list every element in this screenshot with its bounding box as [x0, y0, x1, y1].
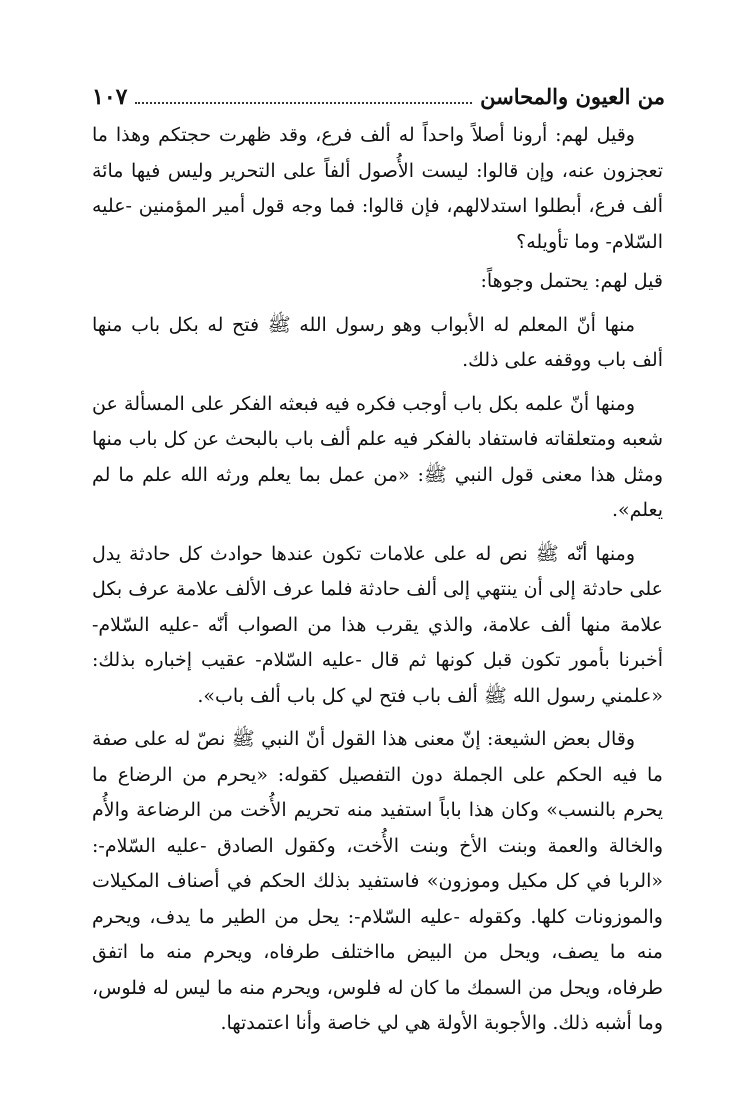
paragraph-objection: وقيل لهم: أرونا أصلاً واحداً له ألف فرع، وقد ظهرت حجتكم وهذا ما تعجزون عنه، وإن قالوا: ليست الأُصول ألفاً على التحرير وليس فيها مائة ألف فرع، أبطلوا استدلالهم، فإن قالوا: فما وجه قول أمير المؤمنين -عليه السّلام- وما تأويله؟ [92, 124, 663, 253]
running-header [92, 72, 665, 112]
paragraph-second-aspect: ومنها أنّ علمه بكل باب أوجب فكره فيه فبعثه الفكر على المسألة عن شعبه ومتعلقاته فاستفاد بالفكر فيه علم ألف باب بالبحث عن كل باب منها ومثل هذا معنى قول النبي ﷺ: «من عمل بما يعلم ورثه الله علم ما لم يعلم». [92, 392, 663, 521]
paragraph-third-aspect: ومنها أنّه ﷺ نص له على علامات تكون عندها حوادث كل حادثة يدل على حادثة إلى أن ينتهي إلى ألف حادثة فلما عرف الألف علامة عرف بكل علامة منها ألف علامة، والذي يقرب هذا من الصواب أنّه -عليه السّلام- أخبرنا بأمور تكون قبل كونها ثم قال -عليه السّلام- عقيب إخباره بذلك: «علمني رسول الله ﷺ ألف باب فتح لي كل باب ألف باب». [92, 542, 663, 707]
chapter-title: من العيون والمحاسن [480, 84, 665, 109]
page-body [92, 118, 663, 1050]
paragraph-first-aspect: منها أنّ المعلم له الأبواب وهو رسول الله ﷺ فتح له بكل باب منها ألف باب ووقفه على ذلك. [92, 313, 663, 371]
page-number: ١٠٧ [92, 84, 128, 110]
paragraph-answer-intro: قيل لهم: يحتمل وجوهاً: [480, 270, 663, 292]
paragraph-shia-view: وقال بعض الشيعة: إنّ معنى هذا القول أنّ النبي ﷺ نصّ له على صفة ما فيه الحكم على الجملة دون التفصيل كقوله: «يحرم من الرضاع ما يحرم بالنسب» وكان هذا باباً استفيد منه تحريم الأُخت من الرضاعة والأُم والخالة والعمة وبنت الأخ وبنت الأُخت، وكقول الصادق -عليه السّلام-: «الربا في كل مكيل وموزون» فاستفيد بذلك الحكم في أصناف المكيلات والموزونات كلها. وكقوله -عليه السّلام-: يحل من الطير ما يدف، ويحرم منه ما يصف، ويحل من البيض مااختلف طرفاه، ويحرم منه ما اتفق طرفاه، ويحل من السمك ما كان له فلوس، ويحرم منه ما ليس له فلوس، وما أشبه ذلك. والأجوبة الأولة هي لي خاصة وأنا اعتمدتها. [92, 728, 663, 1034]
dotted-leader [135, 102, 472, 104]
